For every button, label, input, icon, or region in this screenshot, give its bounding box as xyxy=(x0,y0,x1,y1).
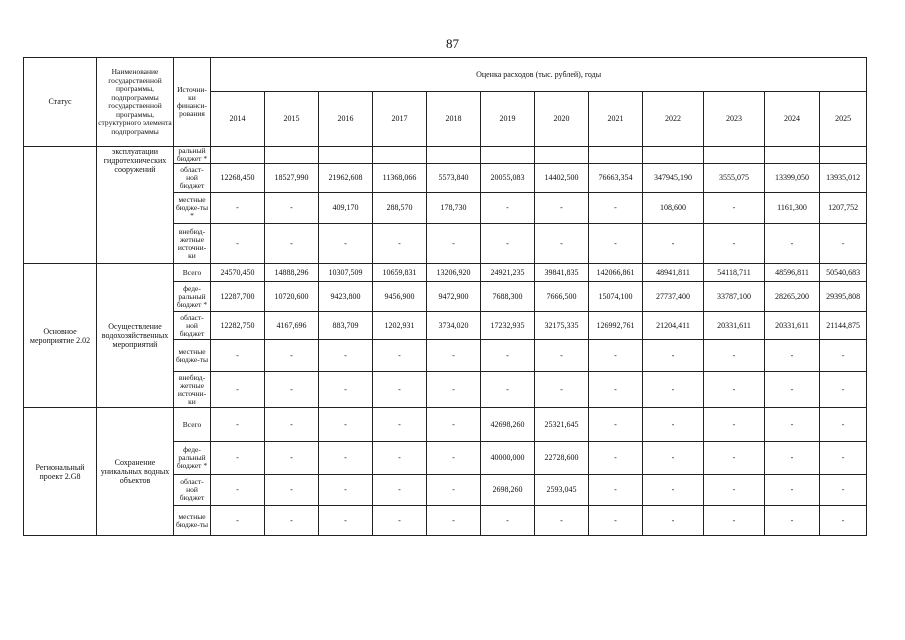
value-cell: - xyxy=(427,475,481,506)
value-cell: - xyxy=(265,372,319,408)
header-status: Статус xyxy=(24,58,97,147)
value-cell: - xyxy=(319,224,373,264)
value-cell: - xyxy=(373,224,427,264)
value-cell: 1202,931 xyxy=(373,312,427,340)
value-cell: 7688,300 xyxy=(481,282,535,312)
value-cell: 10307,509 xyxy=(319,264,373,282)
value-cell: - xyxy=(765,224,820,264)
header-source: Источни-ки финанси-рования xyxy=(174,58,211,147)
value-cell xyxy=(820,147,867,164)
value-cell: - xyxy=(265,475,319,506)
value-cell: - xyxy=(265,408,319,442)
value-cell: - xyxy=(643,224,704,264)
value-cell: 5573,840 xyxy=(427,164,481,193)
value-cell: - xyxy=(427,442,481,475)
value-cell: 27737,400 xyxy=(643,282,704,312)
value-cell: - xyxy=(427,372,481,408)
element-name-cell: эксплуатации гидротехнических сооружений xyxy=(97,147,174,264)
value-cell: - xyxy=(211,372,265,408)
header-estimate: Оценка расходов (тыс. рублей), годы xyxy=(211,58,867,92)
value-cell xyxy=(589,147,643,164)
value-cell: - xyxy=(211,340,265,372)
value-cell: - xyxy=(211,475,265,506)
header-year: 2025 xyxy=(820,92,867,147)
value-cell: - xyxy=(265,224,319,264)
value-cell: - xyxy=(427,224,481,264)
value-cell: - xyxy=(765,506,820,536)
value-cell: - xyxy=(820,224,867,264)
value-cell: - xyxy=(820,442,867,475)
element-name-cell: Сохранение уникальных водных объектов xyxy=(97,408,174,536)
value-cell: - xyxy=(319,506,373,536)
value-cell: - xyxy=(820,372,867,408)
value-cell: - xyxy=(704,475,765,506)
value-cell: - xyxy=(481,506,535,536)
value-cell: 24570,450 xyxy=(211,264,265,282)
value-cell: - xyxy=(765,475,820,506)
status-cell: Региональный проект 2.G8 xyxy=(24,408,97,536)
value-cell: 14402,500 xyxy=(535,164,589,193)
value-cell: - xyxy=(481,193,535,224)
value-cell: 13399,050 xyxy=(765,164,820,193)
value-cell: - xyxy=(589,475,643,506)
value-cell: 21144,875 xyxy=(820,312,867,340)
value-cell: 25321,645 xyxy=(535,408,589,442)
value-cell: - xyxy=(481,224,535,264)
value-cell: - xyxy=(373,475,427,506)
value-cell: 9456,900 xyxy=(373,282,427,312)
value-cell: - xyxy=(535,224,589,264)
value-cell: 142066,861 xyxy=(589,264,643,282)
value-cell: - xyxy=(535,340,589,372)
value-cell: - xyxy=(643,442,704,475)
value-cell: 33787,100 xyxy=(704,282,765,312)
value-cell: - xyxy=(765,408,820,442)
status-cell xyxy=(24,147,97,264)
value-cell: 17232,935 xyxy=(481,312,535,340)
value-cell: 126992,761 xyxy=(589,312,643,340)
value-cell: 12282,750 xyxy=(211,312,265,340)
value-cell: - xyxy=(704,224,765,264)
value-cell: 108,600 xyxy=(643,193,704,224)
value-cell: - xyxy=(265,442,319,475)
value-cell: - xyxy=(535,506,589,536)
value-cell: 409,170 xyxy=(319,193,373,224)
value-cell: 21962,608 xyxy=(319,164,373,193)
value-cell: - xyxy=(319,372,373,408)
value-cell: 32175,335 xyxy=(535,312,589,340)
funding-source-cell: феде-ральный бюджет * xyxy=(174,442,211,475)
value-cell: 883,709 xyxy=(319,312,373,340)
value-cell: 15074,100 xyxy=(589,282,643,312)
value-cell: 347945,190 xyxy=(643,164,704,193)
funding-source-cell: област-ной бюджет xyxy=(174,312,211,340)
value-cell: - xyxy=(820,408,867,442)
value-cell: - xyxy=(589,193,643,224)
value-cell: - xyxy=(704,340,765,372)
element-name-cell: Осуществление водохозяйственных мероприятий xyxy=(97,264,174,408)
header-year: 2021 xyxy=(589,92,643,147)
value-cell: 13206,920 xyxy=(427,264,481,282)
value-cell: 4167,696 xyxy=(265,312,319,340)
table-row xyxy=(24,264,867,282)
value-cell: - xyxy=(535,193,589,224)
value-cell: - xyxy=(373,506,427,536)
value-cell: - xyxy=(643,475,704,506)
funding-source-cell: местные бюдже-ты xyxy=(174,506,211,536)
header-year: 2019 xyxy=(481,92,535,147)
header-year: 2018 xyxy=(427,92,481,147)
value-cell: - xyxy=(373,408,427,442)
value-cell xyxy=(481,147,535,164)
value-cell: - xyxy=(265,193,319,224)
value-cell: - xyxy=(319,340,373,372)
value-cell: 2593,045 xyxy=(535,475,589,506)
value-cell: - xyxy=(820,340,867,372)
funding-source-cell: местные бюдже-ты xyxy=(174,340,211,372)
value-cell: 9423,800 xyxy=(319,282,373,312)
funding-source-cell: местные бюдже-ты * xyxy=(174,193,211,224)
value-cell: 12268,450 xyxy=(211,164,265,193)
header-year: 2014 xyxy=(211,92,265,147)
value-cell: - xyxy=(319,408,373,442)
value-cell: - xyxy=(589,340,643,372)
funding-source-cell: Всего xyxy=(174,408,211,442)
value-cell: - xyxy=(820,506,867,536)
header-year: 2022 xyxy=(643,92,704,147)
value-cell: 9472,900 xyxy=(427,282,481,312)
value-cell: 21204,411 xyxy=(643,312,704,340)
budget-table xyxy=(23,57,867,536)
value-cell: - xyxy=(481,372,535,408)
value-cell: 10659,831 xyxy=(373,264,427,282)
header-year: 2015 xyxy=(265,92,319,147)
table-row xyxy=(24,408,867,442)
value-cell: - xyxy=(765,340,820,372)
value-cell: - xyxy=(211,224,265,264)
value-cell: 28265,200 xyxy=(765,282,820,312)
value-cell: 39841,835 xyxy=(535,264,589,282)
funding-source-cell: внебюд-жетные источни-ки xyxy=(174,224,211,264)
funding-source-cell: област-ной бюджет xyxy=(174,164,211,193)
value-cell: 1207,752 xyxy=(820,193,867,224)
header-year: 2020 xyxy=(535,92,589,147)
table-row xyxy=(24,147,867,164)
value-cell: 12287,700 xyxy=(211,282,265,312)
funding-source-cell: Всего xyxy=(174,264,211,282)
value-cell: 3734,020 xyxy=(427,312,481,340)
value-cell: - xyxy=(589,442,643,475)
value-cell: - xyxy=(589,506,643,536)
value-cell: 48941,811 xyxy=(643,264,704,282)
value-cell: - xyxy=(211,506,265,536)
value-cell: 20055,083 xyxy=(481,164,535,193)
value-cell xyxy=(765,147,820,164)
value-cell: - xyxy=(643,372,704,408)
value-cell: - xyxy=(265,340,319,372)
value-cell: 20331,611 xyxy=(765,312,820,340)
header-year: 2016 xyxy=(319,92,373,147)
value-cell: 14888,296 xyxy=(265,264,319,282)
value-cell: 10720,600 xyxy=(265,282,319,312)
value-cell: - xyxy=(589,224,643,264)
value-cell: - xyxy=(820,475,867,506)
value-cell: 11368,066 xyxy=(373,164,427,193)
value-cell: 7666,500 xyxy=(535,282,589,312)
value-cell: 20331,611 xyxy=(704,312,765,340)
funding-source-cell: област-ной бюджет xyxy=(174,475,211,506)
value-cell: - xyxy=(704,442,765,475)
value-cell xyxy=(265,147,319,164)
value-cell: - xyxy=(211,442,265,475)
value-cell: 13935,012 xyxy=(820,164,867,193)
value-cell: - xyxy=(211,408,265,442)
value-cell: 178,730 xyxy=(427,193,481,224)
funding-source-cell: феде-ральный бюджет * xyxy=(174,282,211,312)
value-cell: - xyxy=(427,506,481,536)
value-cell: - xyxy=(643,408,704,442)
header-year: 2017 xyxy=(373,92,427,147)
value-cell: - xyxy=(643,506,704,536)
value-cell: 50540,683 xyxy=(820,264,867,282)
page-number: 87 xyxy=(446,36,459,51)
value-cell xyxy=(643,147,704,164)
value-cell: - xyxy=(704,408,765,442)
value-cell: - xyxy=(373,442,427,475)
value-cell: - xyxy=(319,475,373,506)
value-cell: 18527,990 xyxy=(265,164,319,193)
value-cell: 54118,711 xyxy=(704,264,765,282)
value-cell: 42698,260 xyxy=(481,408,535,442)
header-name: Наименование государственной программы, подпрограммы государственной программы, структурного элемента подпрограммы xyxy=(97,58,174,147)
value-cell: 1161,300 xyxy=(765,193,820,224)
value-cell: - xyxy=(704,506,765,536)
value-cell: - xyxy=(643,340,704,372)
value-cell: 76663,354 xyxy=(589,164,643,193)
value-cell xyxy=(704,147,765,164)
value-cell: 288,570 xyxy=(373,193,427,224)
value-cell: - xyxy=(319,442,373,475)
header-year: 2023 xyxy=(704,92,765,147)
value-cell xyxy=(211,147,265,164)
value-cell: - xyxy=(211,193,265,224)
value-cell: 29395,808 xyxy=(820,282,867,312)
value-cell: 48596,811 xyxy=(765,264,820,282)
value-cell: - xyxy=(765,372,820,408)
value-cell: 24921,235 xyxy=(481,264,535,282)
value-cell: - xyxy=(589,408,643,442)
value-cell: - xyxy=(481,340,535,372)
value-cell: - xyxy=(535,372,589,408)
value-cell xyxy=(373,147,427,164)
value-cell: - xyxy=(427,340,481,372)
value-cell xyxy=(427,147,481,164)
value-cell: - xyxy=(589,372,643,408)
funding-source-cell: ральный бюджет * xyxy=(174,147,211,164)
header-year: 2024 xyxy=(765,92,820,147)
value-cell: - xyxy=(765,442,820,475)
value-cell: 3555,075 xyxy=(704,164,765,193)
status-cell: Основное мероприятие 2.02 xyxy=(24,264,97,408)
value-cell: 40000,000 xyxy=(481,442,535,475)
value-cell: - xyxy=(373,372,427,408)
value-cell: - xyxy=(704,193,765,224)
value-cell: - xyxy=(265,506,319,536)
value-cell xyxy=(319,147,373,164)
value-cell: - xyxy=(704,372,765,408)
funding-source-cell: внебюд-жетные источни-ки xyxy=(174,372,211,408)
value-cell xyxy=(535,147,589,164)
value-cell: - xyxy=(427,408,481,442)
value-cell: 22728,600 xyxy=(535,442,589,475)
value-cell: 2698,260 xyxy=(481,475,535,506)
value-cell: - xyxy=(373,340,427,372)
